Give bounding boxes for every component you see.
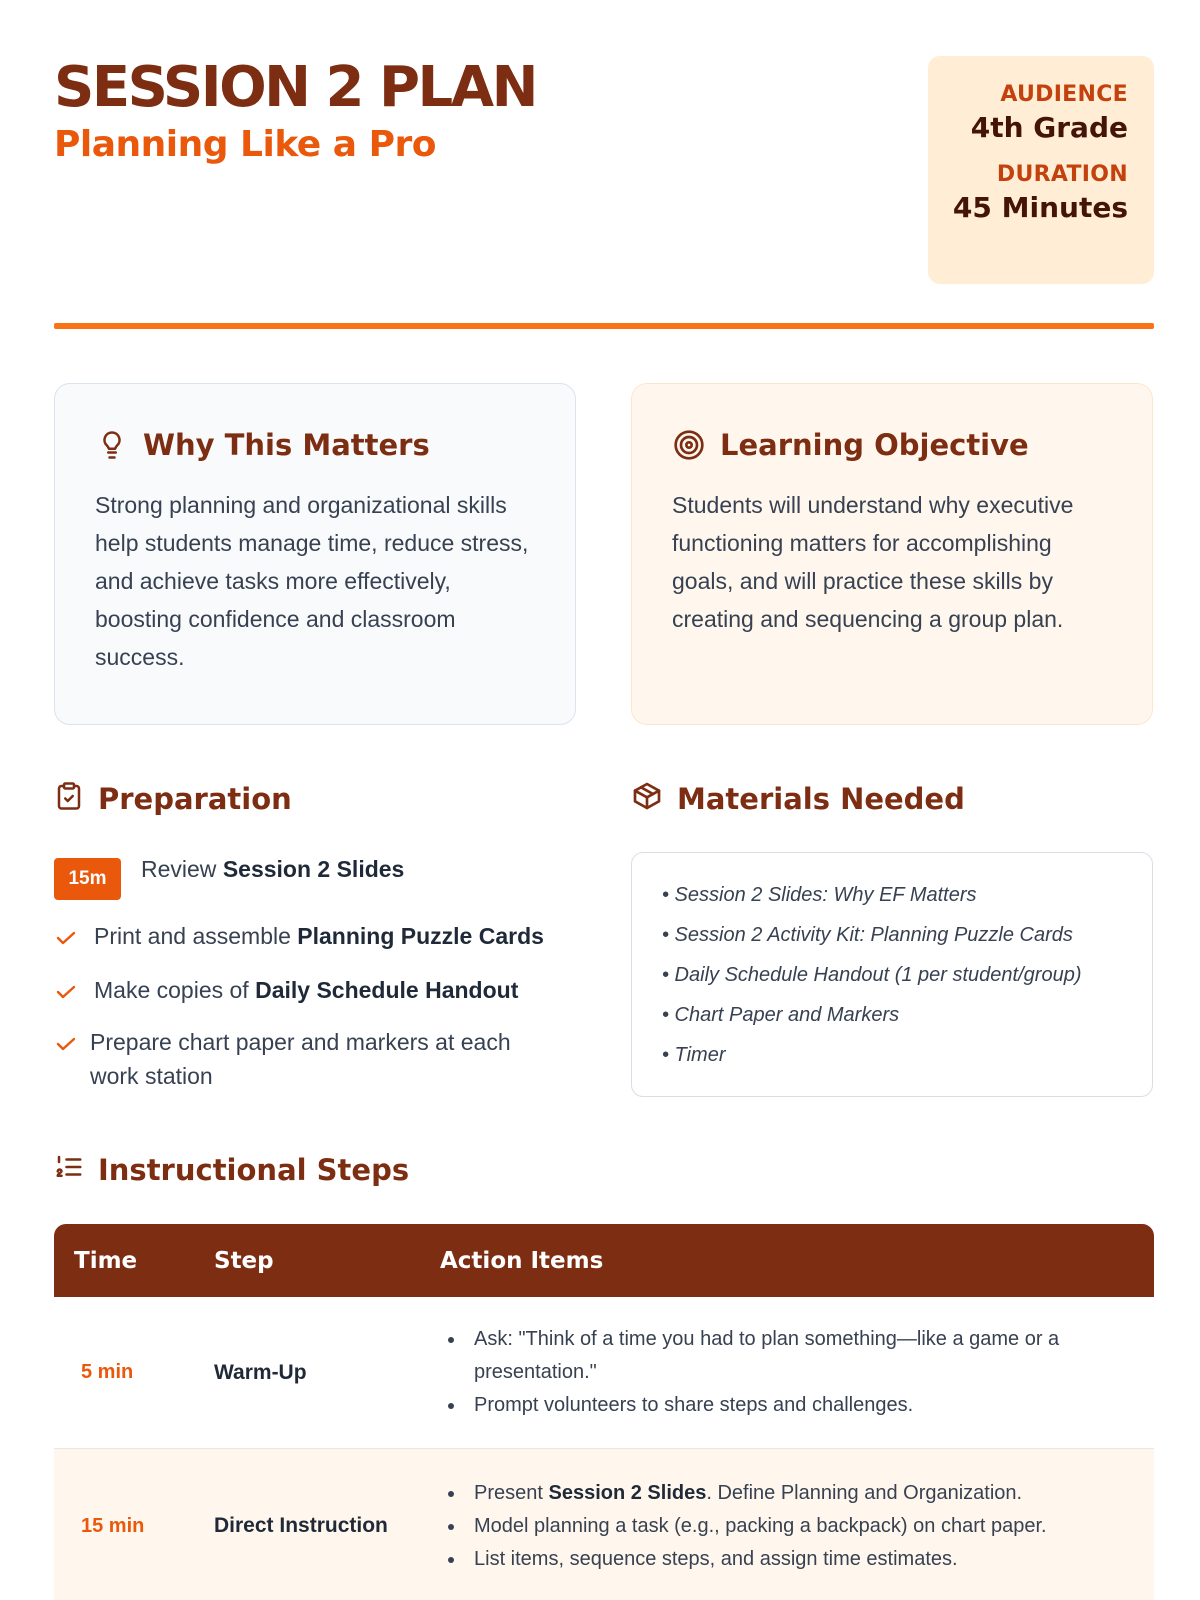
- page-header: [54, 56, 1154, 286]
- material-item: • Session 2 Activity Kit: Planning Puzzle Cards: [662, 924, 1073, 946]
- why-body: Strong planning and organizational skills help students manage time, reduce stress, and achieve tasks more effectively, boosting confidence and classroom success.: [95, 492, 529, 670]
- action-item: [440, 1389, 1130, 1422]
- materials-title: Materials Needed: [677, 781, 965, 816]
- target-icon: [672, 428, 706, 462]
- preparation-list: [54, 852, 574, 1093]
- action-text: Prompt volunteers to share steps and challenges.: [474, 1394, 914, 1416]
- lightbulb-icon: [95, 428, 129, 462]
- page-title: SESSION 2 PLAN: [54, 55, 536, 120]
- material-item: • Session 2 Slides: Why EF Matters: [662, 884, 977, 906]
- duration-label: DURATION: [996, 162, 1128, 187]
- learning-objective-card: [631, 383, 1153, 725]
- action-text: . Define Planning and Organization.: [706, 1481, 1023, 1504]
- check-icon: [54, 979, 78, 1003]
- objective-body: Students will understand why executive functioning matters for accomplishing goals, and will practice these skills by creating and sequencing a group plan.: [672, 492, 1074, 632]
- header-step: Step: [214, 1247, 274, 1274]
- time-badge: 15m: [54, 858, 121, 900]
- preparation-heading: [54, 780, 292, 817]
- prep-bold-text: Planning Puzzle Cards: [297, 923, 544, 949]
- action-text: Ask: "Think of a time you had to plan something—like a game or a presentation.": [474, 1328, 1060, 1383]
- objective-title: Learning Objective: [720, 428, 1029, 462]
- audience-value: 4th Grade: [970, 111, 1128, 144]
- material-item: • Chart Paper and Markers: [662, 1004, 900, 1026]
- table-row: [54, 1449, 1154, 1600]
- prep-item-copies: [54, 973, 574, 1007]
- action-list: [440, 1323, 1130, 1422]
- session-meta-box: [928, 56, 1154, 284]
- prep-item-chart-paper: [54, 1025, 574, 1093]
- instructional-steps-heading: [54, 1152, 409, 1187]
- table-header: [54, 1224, 1154, 1297]
- why-title: Why This Matters: [143, 428, 430, 462]
- materials-heading: [631, 780, 965, 817]
- preparation-title: Preparation: [98, 781, 292, 816]
- prep-item-review: [54, 852, 574, 908]
- check-icon: [54, 1031, 78, 1055]
- action-list: [440, 1477, 1130, 1576]
- list-ordered-icon: [54, 1152, 84, 1187]
- audience-label: AUDIENCE: [1000, 82, 1128, 107]
- materials-list: [631, 852, 1153, 1097]
- action-text: List items, sequence steps, and assign time estimates.: [474, 1547, 958, 1570]
- header-action-items: Action Items: [440, 1247, 604, 1274]
- duration-value: 45 Minutes: [952, 191, 1128, 224]
- clipboard-check-icon: [54, 780, 84, 817]
- prep-bold-text: Daily Schedule Handout: [255, 977, 519, 1003]
- prep-text: Make copies of: [94, 977, 256, 1003]
- prep-text: Prepare chart paper and markers at each work station: [90, 1029, 511, 1089]
- header-time: Time: [74, 1247, 138, 1274]
- action-text: Model planning a task (e.g., packing a backpack) on chart paper.: [474, 1514, 1047, 1537]
- prep-bold-text: Session 2 Slides: [222, 856, 405, 882]
- why-this-matters-card: [54, 383, 576, 725]
- prep-item-print: [54, 919, 574, 953]
- row-time: 15 min: [81, 1514, 145, 1537]
- check-icon: [54, 925, 78, 949]
- instructional-steps-table: [54, 1224, 1154, 1600]
- header-divider: [54, 323, 1154, 329]
- action-item: [440, 1510, 1130, 1543]
- row-step: Warm-Up: [214, 1360, 307, 1384]
- instructional-steps-title: Instructional Steps: [98, 1152, 410, 1187]
- material-item: • Daily Schedule Handout (1 per student/group): [662, 964, 1082, 986]
- action-text: Present: [474, 1481, 549, 1504]
- material-item: • Timer: [662, 1044, 726, 1066]
- package-icon: [631, 780, 663, 817]
- row-step: Direct Instruction: [214, 1514, 388, 1537]
- page-subtitle: Planning Like a Pro: [54, 124, 436, 165]
- action-item: [440, 1323, 1130, 1389]
- prep-text: Print and assemble: [94, 923, 298, 949]
- row-time: 5 min: [81, 1361, 134, 1383]
- prep-text: Review: [141, 856, 223, 882]
- action-item: [440, 1543, 1130, 1576]
- table-row: [54, 1297, 1154, 1449]
- action-item: [440, 1477, 1130, 1510]
- action-bold-text: Session 2 Slides: [548, 1481, 707, 1504]
